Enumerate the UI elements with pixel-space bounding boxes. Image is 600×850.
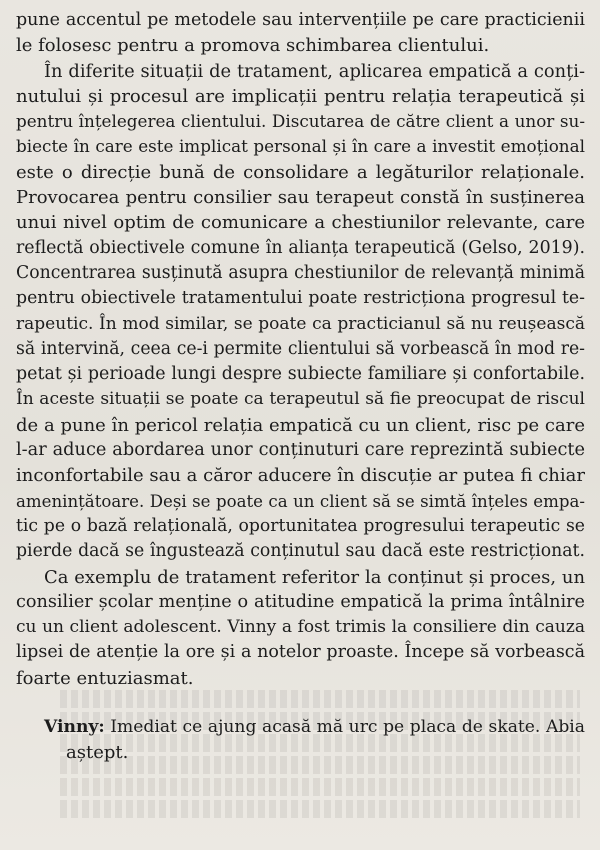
text-line: pune accentul pe metodele sau intervențiile pe care practicienii	[16, 10, 585, 30]
text-line: reflectă obiectivele comune în alianța terapeutică (Gelso, 2019).	[16, 237, 585, 258]
text-line: În aceste situații se poate ca terapeutul să fie preocupat de riscul	[16, 389, 585, 410]
text-line: Concentrarea susținută asupra chestiunilor de relevanță minimă	[16, 262, 585, 283]
text-line: Provocarea pentru consilier sau terapeut constă în susținerea	[16, 187, 585, 209]
text-line: pentru înțelegerea clientului. Discutarea de către client a unor su-	[16, 111, 585, 132]
text-line: pentru obiectivele tratamentului poate restricționa progresul te-	[16, 288, 585, 309]
dialogue-block	[16, 715, 585, 766]
text-line: le folosesc pentru a promova schimbarea clientului.	[16, 35, 490, 57]
text-line: l-ar aduce abordarea unor conținuturi care reprezintă subiecte	[16, 440, 585, 461]
text-line: cu un client adolescent. Vinny a fost trimis la consiliere din cauza	[16, 617, 585, 638]
text-line: foarte entuziasmat.	[16, 667, 194, 689]
paragraph-3	[16, 565, 585, 691]
paragraph-1	[16, 8, 585, 59]
text-line: să intervină, ceea ce-i permite clientului să vorbească în mod re-	[16, 338, 585, 359]
paragraph-2	[16, 59, 585, 565]
dialogue-line-continuation: aștept.	[66, 742, 129, 764]
text-line: unui nivel optim de comunicare a chestiunilor relevante, care	[16, 212, 585, 234]
text-line: nutului și procesul are implicații pentru relația terapeutică și	[16, 85, 585, 107]
text-line: rapeutic. În mod similar, se poate ca practicianul să nu reușească	[16, 313, 585, 334]
text-line: inconfortabile sau a căror aducere în discuție ar putea fi chiar	[16, 465, 585, 487]
text-line: consilier școlar menține o atitudine empatică la prima întâlnire	[16, 591, 585, 612]
text-line: este o direcție bună de consolidare a legăturilor relaționale.	[16, 161, 585, 183]
text-line: amenințătoare. Deși se poate ca un client să se simtă înțeles empa-	[16, 491, 585, 511]
dialogue-speaker: Vinny:	[44, 717, 105, 738]
text-line: de a pune în pericol relația empatică cu un client, risc pe care	[16, 414, 585, 436]
dialogue-text: Imediat ce ajung acasă mă urc pe placa de skate. Abia	[104, 717, 585, 738]
text-line: În diferite situații de tratament, aplicarea empatică a conți-	[44, 60, 585, 82]
text-line: petat și perioade lungi despre subiecte familiare și confortabile.	[16, 364, 585, 385]
text-line: biecte în care este implicat personal și în care a investit emoțional	[16, 136, 585, 157]
text-line: pierde dacă se îngustează conținutul sau dacă este restricționat.	[16, 541, 585, 562]
text-line: Ca exemplu de tratament referitor la conținut și proces, un	[44, 566, 585, 588]
page-body	[16, 8, 585, 766]
dialogue-line	[16, 715, 585, 740]
paragraph-spacer	[16, 691, 585, 715]
text-line: tic pe o bază relațională, oportunitatea progresului terapeutic se	[16, 515, 585, 536]
text-line: lipsei de atenție la ore și a notelor proaste. Începe să vorbească	[16, 642, 585, 663]
